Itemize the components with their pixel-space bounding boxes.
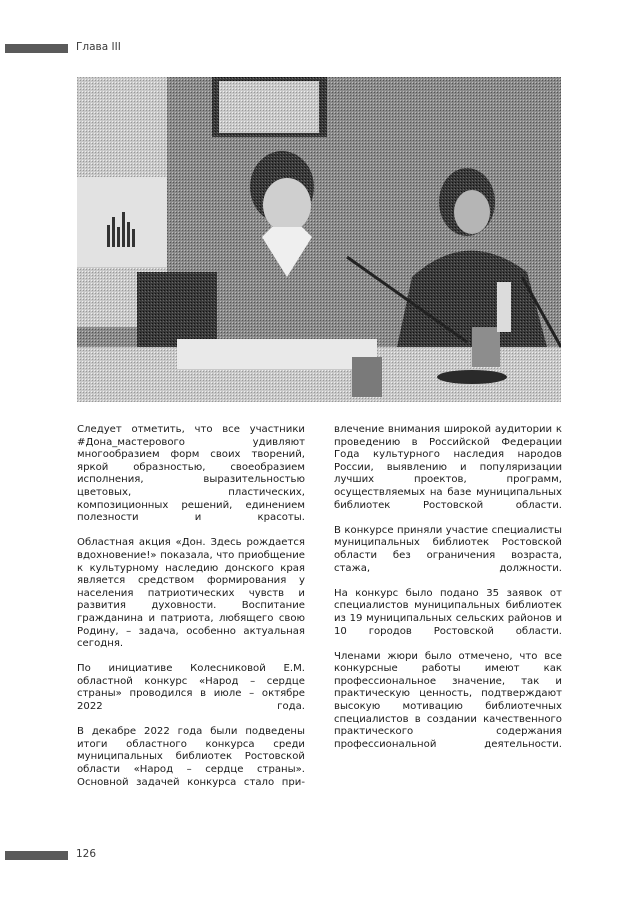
header-bar — [5, 44, 68, 53]
paragraph: В декабре 2022 года были подведены итоги областного конкурса среди муниципальных библиотек Ростовской области «Народ – сердце страны». Основной задачей конкурса стало при- — [77, 726, 305, 788]
paragraph: Областная акция «Дон. Здесь рождается вдохновение!» показала, что приобщение к культурному наследию донского края является средством формирования у населения патриотических чувств и развития духовности. Воспитание гражданина и патриота, любящего свою Родину, – задача, особенно актуальная сегодня. — [77, 537, 305, 650]
paragraph: На конкурс было подано 35 заявок от специалистов муниципальных библиотек из 19 муниципальных сельских районов и 10 городов Ростовской области. — [334, 587, 562, 637]
paragraph: влечение внимания широкой аудитории к проведению в Российской Федерации Года культурного наследия народов России, выявлению и популяризации лучших проектов, программ, осуществляемых на базе муниципальных библиотек Ростовской области. — [334, 424, 562, 511]
chapter-title: Глава III — [76, 41, 121, 53]
paragraph: Следует отметить, что все участники #Дона_мастерового удивляют многообразием форм своих творений, яркой образностью, своеобразием исполнения, выразительностью цветовых, пластических, композиционных решений, единением полезности и красоты. — [77, 424, 305, 524]
right-text-column — [334, 424, 562, 764]
paragraph: Членами жюри было отмечено, что все конкурсные работы имеют как профессиональное значение, так и практическую ценность, подтверждают высокую мотивацию библиотечных специалистов в создании качественного практического содержания профессиональной деятельности. — [334, 650, 562, 750]
left-text-column — [77, 424, 305, 802]
page-number: 126 — [76, 848, 97, 860]
paragraph: В конкурсе приняли участие специалисты муниципальных библиотек Ростовской области без ограничения возраста, стажа, должности. — [334, 524, 562, 574]
paragraph: По инициативе Колесниковой Е.М. областной конкурс «Народ – сердце страны» проводился в июле – октябре 2022 года. — [77, 663, 305, 713]
meeting-photo — [77, 77, 561, 402]
footer-bar — [5, 851, 68, 860]
